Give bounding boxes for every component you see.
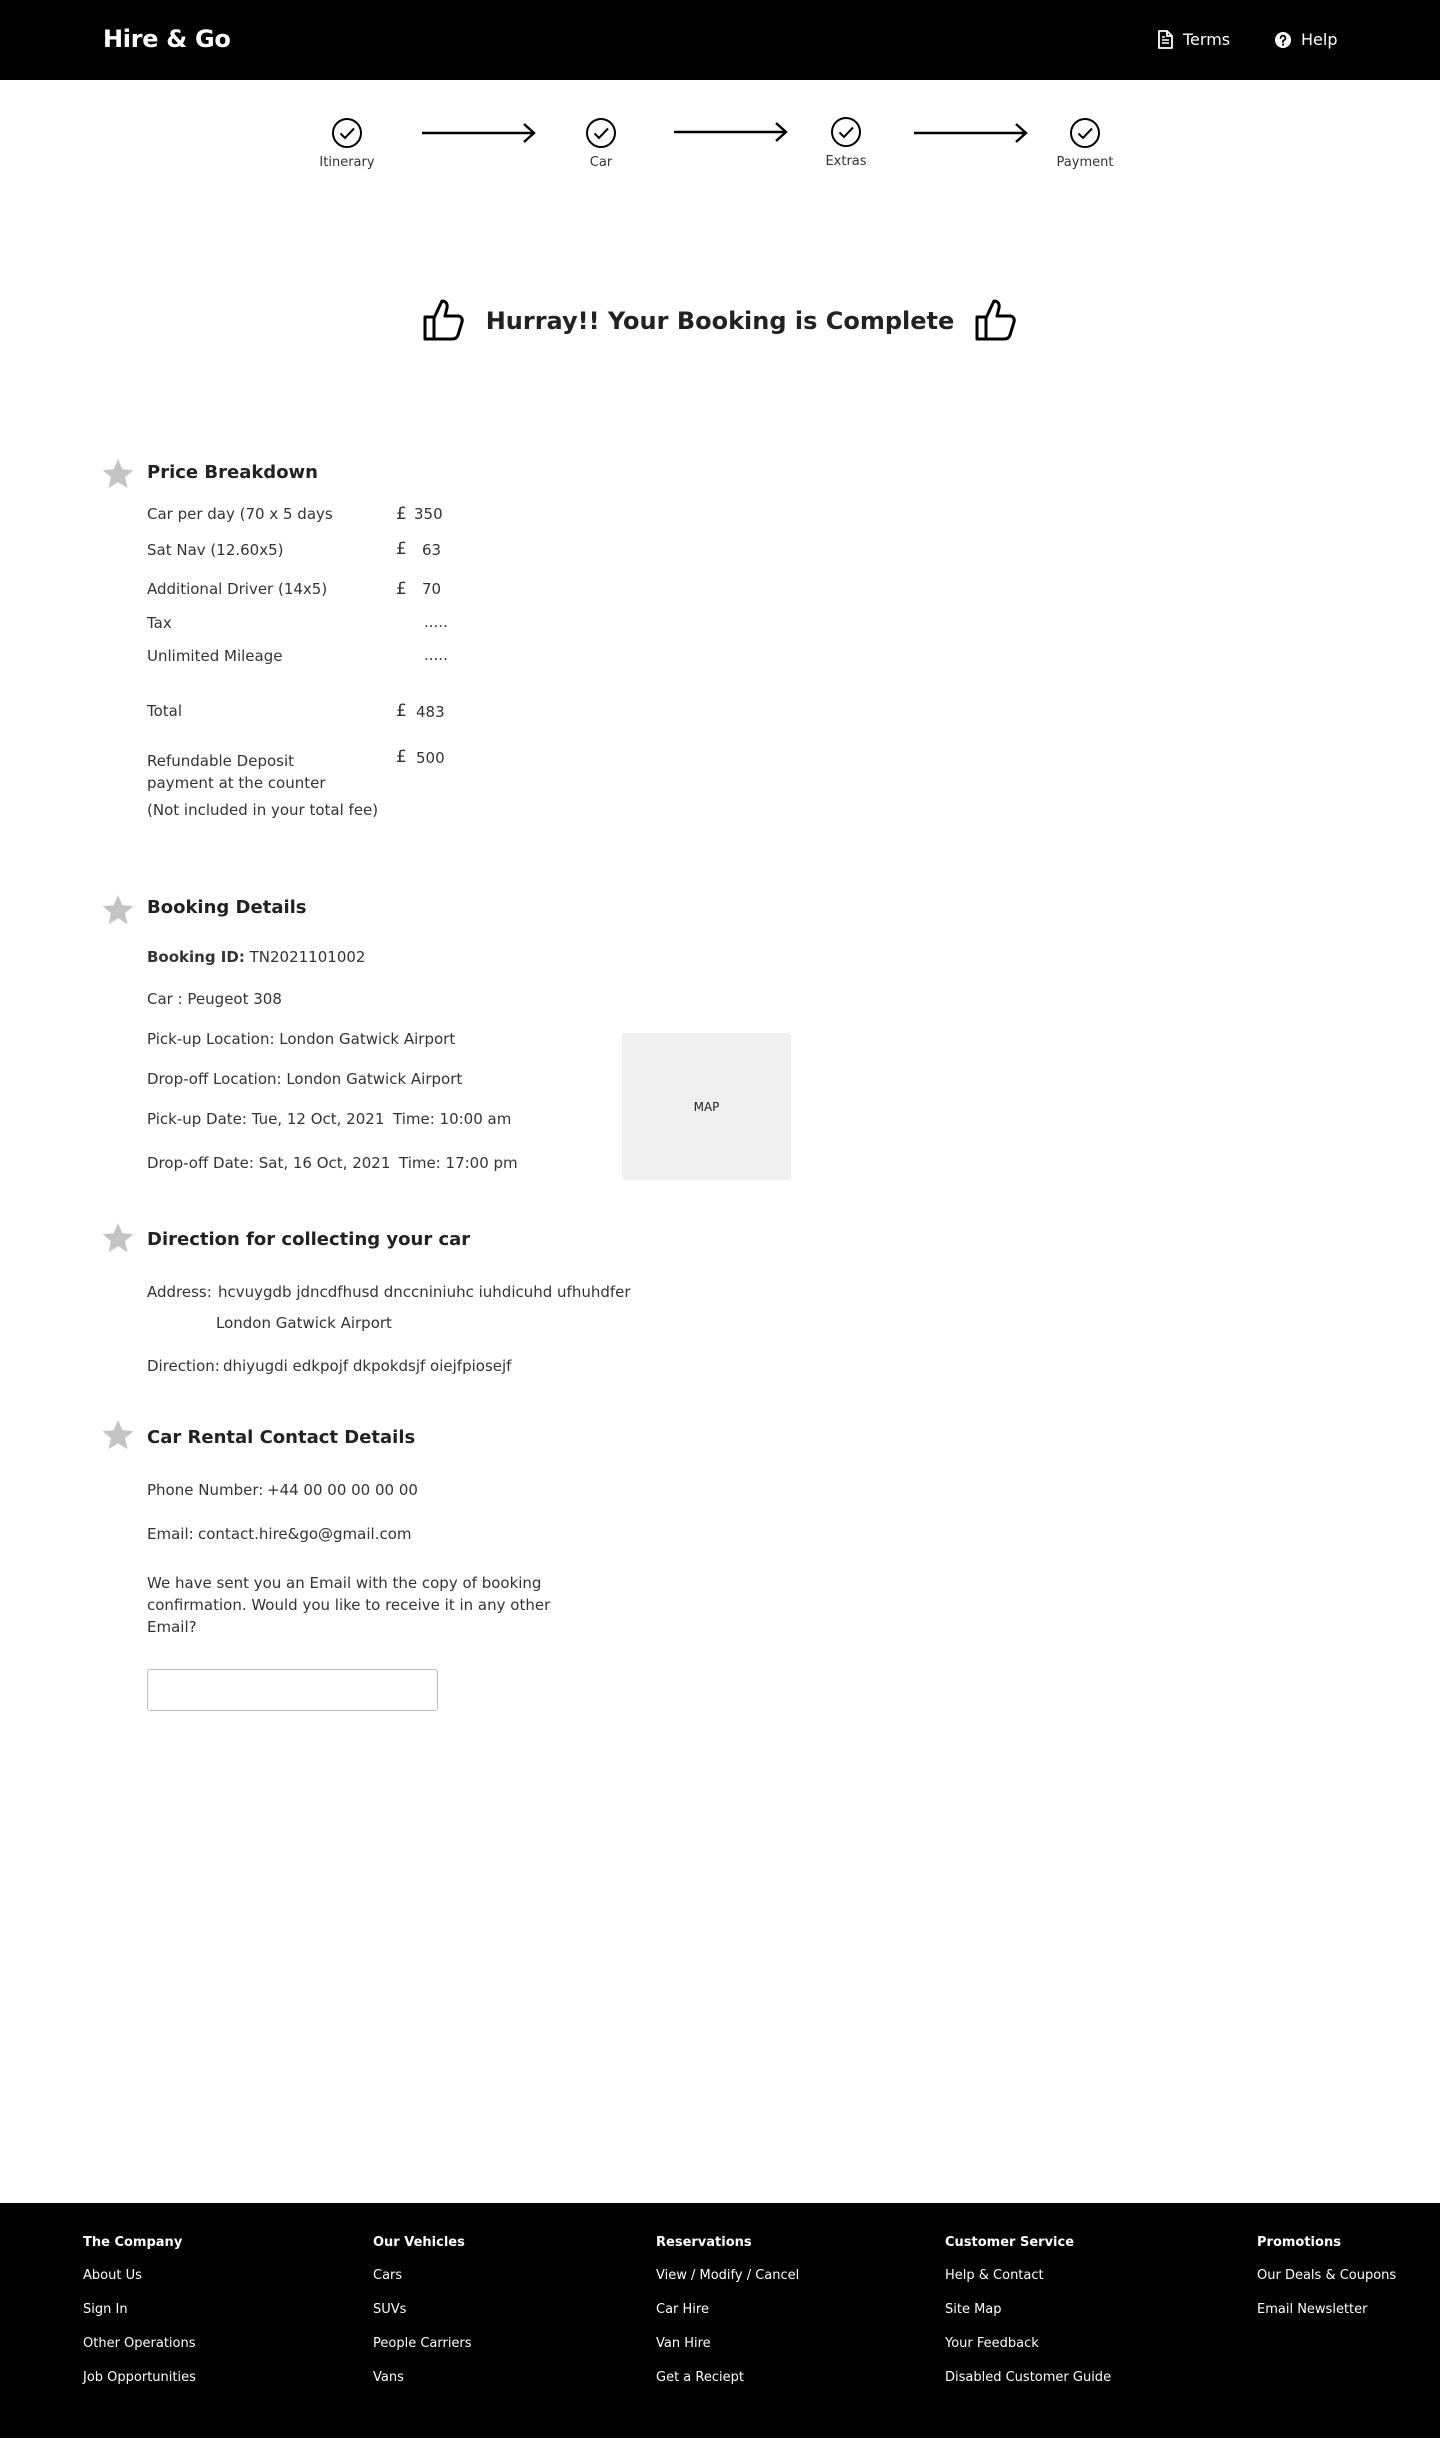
footer-column-vehicles (373, 2235, 472, 2404)
footer-column-promotions (1257, 2235, 1396, 2336)
check-circle-icon (1069, 117, 1101, 149)
thumbs-up-icon (422, 296, 466, 346)
map-label: MAP (693, 1099, 720, 1114)
price-breakdown-title: Price Breakdown (147, 462, 318, 483)
direction-title: Direction for collecting your car (147, 1229, 471, 1250)
footer-link[interactable]: Van Hire (656, 2336, 711, 2351)
address-line1: hcvuygdb jdncdfhusd dnccniniuhc iuhdicuhd ufhuhdfer (218, 1283, 631, 1301)
deposit-amount: 500 (416, 749, 445, 767)
car-model: Car : Peugeot 308 (147, 990, 282, 1008)
brand-logo[interactable]: Hire & Go (103, 25, 231, 53)
location-map[interactable] (622, 1033, 791, 1180)
step-itinerary[interactable] (287, 117, 407, 170)
footer-link[interactable]: Site Map (945, 2302, 1002, 2317)
footer-link[interactable]: Get a Reciept (656, 2370, 744, 2385)
footer-link[interactable]: Job Opportunities (83, 2370, 196, 2385)
email-message-line: We have sent you an Email with the copy of booking (147, 1574, 542, 1592)
help-icon (1274, 31, 1292, 49)
footer-column-company (83, 2235, 196, 2404)
currency-symbol: £ (396, 539, 407, 559)
footer-heading: Customer Service (945, 2235, 1075, 2250)
booking-complete-banner (0, 296, 1440, 346)
booking-complete-heading: Hurray!! Your Booking is Complete (485, 307, 955, 335)
footer-link[interactable]: People Carriers (373, 2336, 472, 2351)
terms-link[interactable] (1157, 30, 1230, 49)
total-label: Total (147, 702, 183, 720)
footer-link[interactable]: Other Operations (83, 2336, 196, 2351)
dropoff-date: Drop-off Date: Sat, 16 Oct, 2021 (147, 1154, 391, 1172)
pickup-time: Time: 10:00 am (393, 1110, 512, 1128)
footer-heading: Promotions (1257, 2235, 1341, 2250)
deposit-note: (Not included in your total fee) (147, 801, 379, 819)
footer-link[interactable]: Your Feedback (945, 2336, 1039, 2351)
footer-column-customer-service (945, 2235, 1111, 2404)
address-line2: London Gatwick Airport (216, 1314, 392, 1332)
check-circle-icon (585, 117, 617, 149)
alternate-email-input[interactable] (147, 1669, 438, 1711)
document-icon (1157, 30, 1174, 49)
footer-link[interactable]: Email Newsletter (1257, 2302, 1368, 2317)
dropoff-location: Drop-off Location: London Gatwick Airport (147, 1070, 463, 1088)
footer-link[interactable]: Disabled Customer Guide (945, 2370, 1112, 2385)
currency-symbol: £ (396, 701, 407, 721)
price-row-amount: 70 (422, 580, 442, 598)
footer-column-reservations (656, 2235, 799, 2404)
step-extras[interactable] (786, 116, 906, 169)
email-value[interactable]: contact.hire&go@gmail.com (198, 1525, 412, 1543)
phone-label: Phone Number: (147, 1481, 264, 1499)
price-row-label: Additional Driver (14x5) (147, 580, 328, 598)
arrow-right-icon (912, 122, 1030, 144)
email-message-line: confirmation. Would you like to receive it in any other (147, 1596, 551, 1614)
price-row-amount: 350 (414, 505, 443, 523)
star-icon (102, 894, 134, 926)
footer-link[interactable]: Cars (373, 2268, 403, 2283)
step-label: Extras (825, 154, 867, 169)
step-label: Itinerary (319, 155, 375, 170)
booking-details-title: Booking Details (147, 897, 307, 918)
price-row-label: Tax (147, 614, 172, 632)
top-header (0, 0, 1440, 80)
price-row-label: Car per day (70 x 5 days (147, 505, 333, 523)
help-link[interactable] (1274, 30, 1337, 49)
check-circle-icon (830, 116, 862, 148)
step-car[interactable] (541, 117, 661, 170)
footer-link[interactable]: Our Deals & Coupons (1257, 2268, 1397, 2283)
price-row-label: Sat Nav (12.60x5) (147, 541, 284, 559)
footer-link[interactable]: Sign In (83, 2302, 128, 2317)
phone-value[interactable]: +44 00 00 00 00 00 (267, 1481, 418, 1499)
star-icon (102, 1222, 134, 1254)
price-row-amount: ..... (424, 613, 448, 631)
pickup-location: Pick-up Location: London Gatwick Airport (147, 1030, 456, 1048)
email-label: Email: (147, 1525, 194, 1543)
check-circle-icon (331, 117, 363, 149)
direction-value: dhiyugdi edkpojf dkpokdsjf oiejfpiosejf (223, 1357, 512, 1375)
star-icon (102, 1419, 134, 1451)
footer-heading: Reservations (656, 2235, 752, 2250)
price-row-label: Unlimited Mileage (147, 647, 283, 665)
footer-heading: Our Vehicles (373, 2235, 465, 2250)
currency-symbol: £ (396, 504, 407, 524)
dropoff-time: Time: 17:00 pm (399, 1154, 518, 1172)
arrow-right-icon (672, 121, 790, 143)
booking-id-row (147, 948, 365, 966)
direction-label: Direction: (147, 1357, 220, 1375)
price-row-amount: ..... (424, 646, 448, 664)
booking-id-value: TN2021101002 (249, 948, 366, 966)
price-row-amount: 63 (422, 541, 442, 559)
help-label: Help (1301, 30, 1338, 49)
contact-title: Car Rental Contact Details (147, 1427, 416, 1448)
booking-id-label: Booking ID: (147, 948, 245, 966)
email-message-line: Email? (147, 1618, 197, 1636)
deposit-label: Refundable Deposit (147, 752, 295, 770)
address-label: Address: (147, 1283, 212, 1301)
thumbs-up-icon (974, 296, 1018, 346)
star-icon (102, 458, 134, 490)
footer (0, 2203, 1440, 2438)
step-label: Payment (1056, 155, 1114, 170)
footer-link[interactable]: Vans (373, 2370, 404, 2385)
footer-link[interactable]: Car Hire (656, 2302, 709, 2317)
footer-heading: The Company (83, 2235, 183, 2250)
currency-symbol: £ (396, 579, 407, 599)
deposit-sublabel: payment at the counter (147, 774, 326, 792)
step-payment[interactable] (1025, 117, 1145, 170)
pickup-date: Pick-up Date: Tue, 12 Oct, 2021 (147, 1110, 385, 1128)
step-label: Car (589, 155, 613, 170)
arrow-right-icon (420, 122, 538, 144)
footer-link[interactable]: Help & Contact (945, 2268, 1044, 2283)
footer-link[interactable]: SUVs (373, 2302, 407, 2317)
footer-link[interactable]: View / Modify / Cancel (656, 2268, 800, 2283)
currency-symbol: £ (396, 747, 407, 767)
footer-link[interactable]: About Us (83, 2268, 142, 2283)
terms-label: Terms (1183, 30, 1231, 49)
total-amount: 483 (416, 703, 445, 721)
